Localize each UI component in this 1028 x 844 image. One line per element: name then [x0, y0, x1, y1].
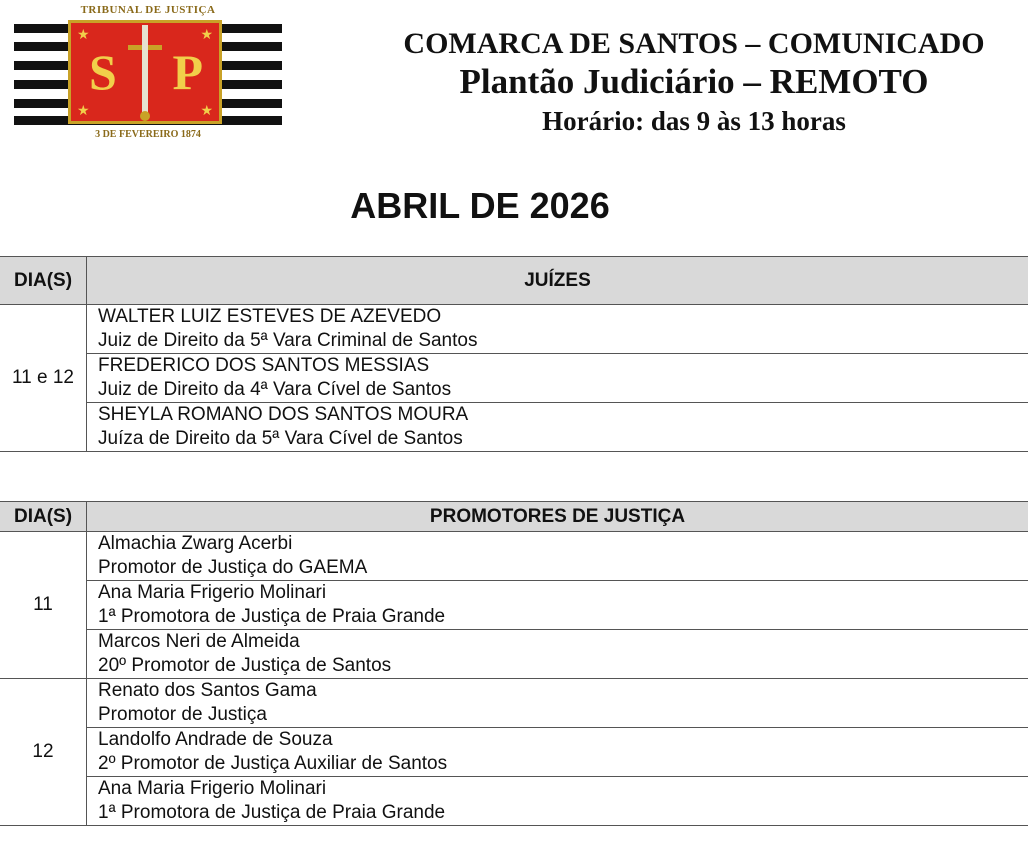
judge-entry	[87, 354, 1028, 403]
prosecutor-role: 2º Promotor de Justiça Auxiliar de Santos	[98, 753, 448, 774]
table-row	[0, 354, 1028, 403]
judge-name: WALTER LUIZ ESTEVES DE AZEVEDO	[98, 306, 442, 327]
prosecutor-name: Ana Maria Frigerio Molinari	[98, 582, 327, 603]
prosecutors-column-header: PROMOTORES DE JUSTIÇA	[87, 502, 1028, 532]
header-line-3: Horário: das 9 às 13 horas	[542, 106, 846, 136]
prosecutor-entry	[87, 777, 1028, 826]
judge-name: SHEYLA ROMANO DOS SANTOS MOURA	[98, 404, 469, 425]
judge-role: Juiz de Direito da 5ª Vara Criminal de Santos	[98, 330, 478, 351]
prosecutor-role: 1ª Promotora de Justiça de Praia Grande	[98, 802, 446, 823]
table-row	[0, 581, 1028, 630]
day-column-header: DIA(S)	[0, 257, 87, 305]
day-column-header: DIA(S)	[0, 502, 87, 532]
header-line-2: Plantão Judiciário – REMOTO	[459, 62, 929, 101]
prosecutor-role: Promotor de Justiça do GAEMA	[98, 557, 368, 578]
star-icon: ★	[77, 26, 90, 42]
judge-name: FREDERICO DOS SANTOS MESSIAS	[98, 355, 430, 376]
table-row	[0, 679, 1028, 728]
prosecutors-table	[0, 501, 1028, 826]
prosecutor-entry	[87, 728, 1028, 777]
header-line-1: COMARCA DE SANTOS – COMUNICADO	[403, 27, 985, 60]
table-row	[0, 305, 1028, 354]
judge-role: Juiz de Direito da 4ª Vara Cível de Santos	[98, 379, 452, 400]
star-icon: ★	[200, 26, 213, 42]
prosecutor-name: Ana Maria Frigerio Molinari	[98, 778, 327, 799]
prosecutor-name: Almachia Zwarg Acerbi	[98, 533, 293, 554]
day-cell: 12	[0, 679, 87, 826]
prosecutor-entry	[87, 581, 1028, 630]
logo-top-text: TRIBUNAL DE JUSTIÇA	[80, 4, 216, 16]
logo-bottom-text: 3 DE FEVEREIRO 1874	[95, 129, 201, 140]
prosecutor-role: 20º Promotor de Justiça de Santos	[98, 655, 392, 676]
star-icon: ★	[200, 102, 213, 118]
day-cell: 11 e 12	[0, 305, 87, 452]
judge-role: Juíza de Direito da 5ª Vara Cível de Santos	[98, 428, 463, 449]
prosecutor-entry	[87, 630, 1028, 679]
prosecutor-role: Promotor de Justiça	[98, 704, 267, 725]
prosecutor-name: Marcos Neri de Almeida	[98, 631, 300, 652]
logo-shield	[68, 20, 222, 124]
judge-entry	[87, 305, 1028, 354]
table-row	[0, 728, 1028, 777]
table-header-row	[0, 502, 1028, 532]
judges-table	[0, 256, 1028, 452]
star-icon: ★	[77, 102, 90, 118]
day-cell: 11	[0, 532, 87, 679]
table-row	[0, 777, 1028, 826]
prosecutor-name: Renato dos Santos Gama	[98, 680, 317, 701]
prosecutor-role: 1ª Promotora de Justiça de Praia Grande	[98, 606, 446, 627]
judges-column-header: JUÍZES	[87, 257, 1028, 305]
sword-blade	[142, 25, 148, 115]
month-title: ABRIL DE 2026	[350, 185, 610, 226]
table-row	[0, 630, 1028, 679]
sword-hilt	[140, 111, 150, 121]
logo-letter-p: P	[172, 44, 203, 100]
tribunal-logo	[14, 4, 282, 144]
logo-letter-s: S	[89, 44, 117, 100]
prosecutor-entry	[87, 532, 1028, 581]
table-row	[0, 532, 1028, 581]
table-row	[0, 403, 1028, 452]
prosecutor-name: Landolfo Andrade de Souza	[98, 729, 333, 750]
prosecutor-entry	[87, 679, 1028, 728]
judge-entry	[87, 403, 1028, 452]
table-header-row	[0, 257, 1028, 305]
